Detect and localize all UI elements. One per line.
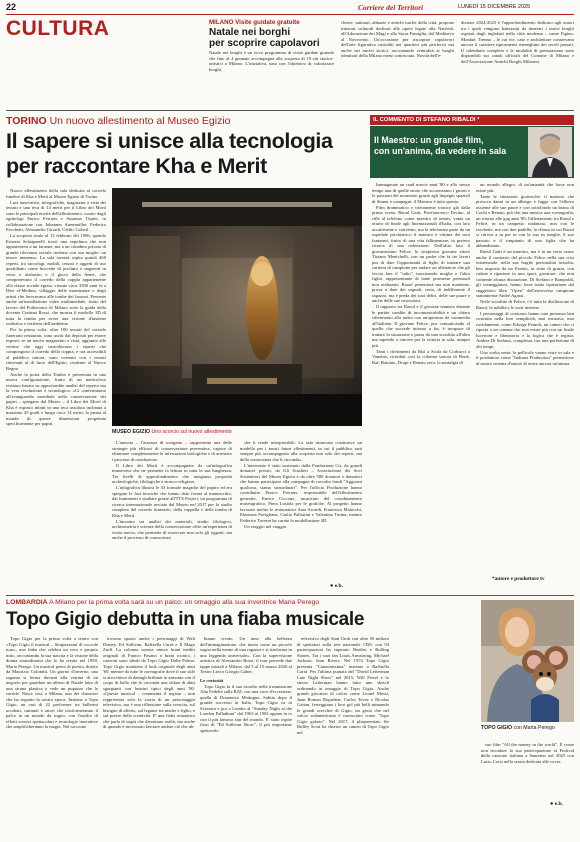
culture-kicker-city: MILANO: [209, 19, 234, 26]
comment-col2-p3: Raoul Gatti è un maestro, ma è in un certo senso anche il contrario del piccolo Felice nella sua crisi esistenziale, nella sua fragile personalità irrisolta, ben rasposta da un Favino, in stato di grazia, con cadute e riparture in uno sport, giostrare, che non consente alcuna distrazione. Di Stefano e Rampoldi, gli sceneggiatori, hanno forse tratto ispirazione dal suggestivo libro "Open" dell'estroverso campione statunitense André Agassi.: [476, 249, 574, 298]
second-headline: Topo Gigio debutta in una fiaba musicale: [6, 609, 365, 630]
culture-text-col1: Natale nei borghi è un ricco programma di visite guidate gratuite che fino al 4 gennaio accompagna alla scoperta di 19 siti storico-artistici a Milano. L'iniziativa, nata con l'obiettivo di valorizzare borghi,: [209, 50, 334, 72]
second-text-col1: [6, 636, 98, 836]
comment-title-box: [370, 126, 574, 178]
second-signature: ● e.b.: [550, 801, 563, 807]
author-portrait: [528, 127, 572, 177]
publication-name: Corriere dei Territori: [358, 3, 424, 12]
culture-headline-line2: per scoprire capolavori: [209, 38, 320, 49]
comment-col1-p1: Immaginate un road movie anni '80 e allo stesso tempo una di quelle storie che accarezzano i giorni e le passioni del momento grazie agli impegni spaziali di Sinner e compagni: il Maestro è tutto questo.: [372, 182, 470, 204]
culture-text-col3: dizione 2024-2025 è l'approfondimento dedicato agli autori tra i quali vengono battezzati da itinerari i nuovi borghi ospitati dagli inglobati nella città moderna – come Figino, Monluè, Trenno – le cui vie, case e architetture conservano ancora il carattere tipicamente meneghino dei secoli passati. Il calendario completo e le modalità di prenotazione sono disponibili sui canali ufficiali del Comune di Milano e dell'Associazione Antichi Borghi Milanesi.: [461, 20, 574, 64]
culture-kicker: [209, 19, 300, 26]
comment-header-text: IL COMMENTO DI STEFANO RIBALDI *: [373, 116, 480, 123]
issue-date: LUNEDÌ 15 DICEMBRE 2025: [458, 4, 531, 10]
main-signature: ● e.b.: [330, 583, 343, 589]
main-col2-p3: L'infografica illustra le 33 formule magiche del papiro ed era spiegato le fasi tecniche che hanno dato forma al manoscritto, dai frammenti e studiate grazie all'TTS Project, un programma di ricerca internazionale avviato dal Museo nel 2017 per lo studio completo del corredo funerario, della cappella e della tomba di Kha e Merit.: [112, 485, 232, 518]
culture-headline: [209, 27, 334, 49]
second-col3-p2: Topo Gigio fa il suo esordio nella trasmissione Alta Fedeltà sulla RAI, con una voce d'eccezione: quella di Domenico Modugno. Subito dopo il grande successo in Italia, Topo Gigio va in Svizzera e poi a Londra al "Sunday Night at the London Palladium" dal 1963 al 1981 appare in tv con il più famoso star del mondo. E' stato ospite fisso di "Ed Sullivan Show", il più importante spettacolo: [200, 683, 292, 733]
topo-gigio-caption-text: con Marta Perego: [513, 725, 555, 731]
topo-gigio-photo-art: [481, 600, 574, 722]
main-col3-p1: che li rende interpretabili. La sala rinnovata costituisce un modello per i nostri futuri allestimenti, in cui il pubblico sarà sempre più accompagnato alla scoperta non solo dei reperti, ma della conoscenza che li circonda».: [240, 440, 362, 462]
main-kicker: [6, 115, 231, 127]
main-headline-line2: per raccontare Kha e Merit: [6, 154, 267, 178]
main-col3-p3: Un viaggio nel viaggio.: [244, 523, 288, 529]
comment-text-col1: [372, 182, 470, 582]
topo-gigio-caption: [481, 725, 555, 731]
museum-photo-caption: [112, 429, 232, 435]
main-headline: [6, 129, 366, 179]
second-col3-p1: biamo creato. Un inno alla bellezza dell'immaginazione, che inizia come un piccolo sogno nella mente di una ragazza e si trasforma in una leggenda universale». Con la supervisione artistica di Alessandro Rossi, il tour prevede due tappe iniziali a Milano, dal 5 al 15 marzo 2026 al Teatro Lirico Giorgio Gaber.: [200, 636, 292, 674]
second-text-col5: [481, 742, 574, 802]
topo-gigio-caption-bold: TOPO GIGIO: [481, 725, 513, 731]
main-text-col1: [6, 188, 106, 590]
museum-photo: [112, 188, 362, 426]
main-kicker-city: TORINO: [6, 115, 47, 127]
second-text-col4: [297, 636, 389, 836]
main-col2-p1: L'anossia – l'assenza di ossigeno – rappresenta una delle strategie più efficaci di conservazione preventiva, capace di eliminare completamente le infestazioni biologiche e di arrestare i processi di ossidazione.: [112, 440, 232, 462]
museum-photo-art: [112, 188, 362, 426]
museum-photo-caption-text: Uno scorcio sul nuovo allestimento: [151, 429, 232, 435]
museum-photo-caption-bold: MUSEO EGIZIO: [112, 429, 151, 435]
culture-text-col2: chiese, santuari, abbazie e antichi nuclei della città, propone itinerari culturali dedicati alle opere legate alla Natività, all'Adorazione dei Magi e alla Sacra Famiglia, dal Medioevo al Novecento. Un'occasione per riscoprire capolavori dell'arte figurativa custoditi nei quartieri più periferici ma anche nei nuclei storici, raccontando centralità ai luoghi identitari della Milano meno conosciuta. Novità dell'e-: [341, 20, 454, 58]
second-col4-p1: televisivo degli Stati Uniti con oltre 50 milioni di spettatori sulla rete nazionale CBS: con 94 partecipazioni ha superato Beatles e Rolling Stones. Tra i suoi fan Louis Armstrong, Michael Jackson, Joan Rivers. Nel 1974 Topo Gigio presenta "Canzonissima" insieme a Raffaella Carrà. Per l'ultima puntata del "David Letterman Late Night Show" nel 2015, Will Ferrel e lo stesso Letterman hanno fatto uno sketch ordinando in omaggio di Topo Gigio. Anche grandi giocatori di calcio come Lionel Messi, Juan Roman Riquelme, Carlos Tevez e Nicolas Gaitan, festeggiano i loro gol più belli mimando le grandi orecchie di Gigio, un gesto che nel calcio sudamericano è conosciuto come "Topo Gigio golazo". Nel 2017, il plurpremiato Sir Ridley Scott ha chiesto un cameo di Topo Gigio nel: [297, 636, 389, 735]
main-col1-p1: Nuovo allestimento della sala dedicata al corredo funebre di Kha e Merit al Museo Egizio di Torino.: [6, 188, 106, 199]
second-col2-p1: trovano spazio anche i personaggi di Walt Disney, Ed Sullivan, Raffaella Carrà e Il Mago Zurlì. La colonna sonora unisce brani inediti originali di Franco Fasano a brani iconici, i canzoni sono ideali da Topo Gigio Dalla Palma: Topo Gigio mantiene il look originale degli anni '60, mentre da tutte le coreografie dove il suo stile si arricchisce di dettagli brillanti in armonia con il corpo di ballo che lo circonda una sfilata di abiti sgargianti con lustrini tipici degli anni '80. «Questo musical – commenta il regista – non rappresenta solo la storia di un personaggio televisivo, ma è una riflessione sulla crescita, sul bisogno di affetto, sul legame tra madre e figlio, e sul potere della creatività. E' una fiaba romantica che parla di sogni che diventano realtà, ma anche di quando è necessario lasciare andare ciò che ab-: [103, 636, 195, 729]
main-col1-p4: Per la prima volta, oltre 100 tessuti del corredo funerario restaurati, sono usciti dai depositi per essere esposti: se un nuovo magazzino a vista, aggiunto alle vetrine che oggi custodiscono i reperti che compongono il corredo della coppia, e ora accessibili al pubblico tuttora, sono coerenti con i tessuti rinvenuti al di fuori dell'Egitto, risalente al Nuovo Regno.: [6, 327, 106, 371]
section-title: CULTURA: [6, 17, 110, 40]
topo-gigio-photo: [481, 600, 574, 722]
culture-bottom-rule: [6, 110, 574, 111]
main-kicker-text: Un nuovo allestimento al Museo Egizio: [49, 115, 231, 127]
comment-col1-p4: Tanti i riferimenti da Risi a Scola da Corbucci a Vanzina, ricordati così la colonna sonora di Bertè, Raf, Battiato, Drupi e Renato zero, la nostalgia di: [372, 348, 470, 365]
comment-col1-p3: Il rapporto tra Raoul e il giovane tennista durante le partite condite di incomunicabilità e un chiaro riferimento alla satira con un'apertura da commedia all'italiana. Il giovane Felice, pur comunicando al quello che succede intorno a lui, è incapace di trattare la situazione e passa da una sconfitta all'altra ma sapendo a vincere per la vittoria in sala, sempre più.: [372, 304, 470, 348]
comment-col2-p1: un mondo allegro, di un'umanità che forse non esiste più.: [476, 182, 574, 193]
comment-col2-p5: I personaggi di contorno hanno una presenza ben costruita nella loro semplicità, mai invasiva, mai ruvidamente, come Edwige Fenech, un cameo che ci riporta a un cinema che non esiste più con un finale lucertose e liberatorio e la logica che è regista, Andrea Di Stefano, complessa con una perfezione di alti tempi.: [476, 310, 574, 349]
comment-title-line2: con un'anima, da vedere in sala: [374, 146, 507, 156]
main-col1-p2: Luci innovative, infografiche, magazzini a vista dei tessuti e una teca di 14 metri per il Libro dei Morti sono le principali novità dell'allestimento, curato dagli egittologi Enrico Ferraris e Susanne Töpfer, in collaborazione con Johannes Auenmüller, Federica Facchetti, Alessandro Girardi, Cédric Gobeil.: [6, 199, 106, 232]
comment-text-col2: [476, 182, 574, 574]
comment-col2-p2: Tante le situazioni grottesche: il maestro che provoca danni in un albergo e fugge con l'allievo assieme alle sue paure e con sottofondo un brano di Cochi e Renato, più che una musica una scenografia, un ritorno alle gag anni '80; l'allenamento tra Raoul e Felice, in un campetto riadattato, non con le racchette, ma con due padelle; la chiusa in cui Raoul si ritrova a tu per tu con la sua ex moglie, il suo passato e il rimpianto di una figlia che ha abbandonato.: [476, 193, 574, 248]
comment-header: [370, 115, 574, 125]
comment-signature: *autore e produttore tv: [492, 576, 545, 582]
second-text-col3: [200, 636, 292, 836]
comment-title-line1: Il Maestro: un grande film,: [374, 135, 484, 145]
second-kicker: [6, 599, 486, 606]
second-text-col2: [103, 636, 195, 836]
middle-rule: [6, 595, 574, 596]
second-kicker-city: LOMBARDIA: [6, 599, 48, 606]
page-number: 22: [6, 2, 17, 12]
main-col3-p2: L'intervento è stato sostenuto dalla Fondazione Crt, da grandi donatori privati, da Gli Scudieri – Associazione dei Soci Sostenitori del Museo Egizio e da oltre 500 donatori e donatrici che hanno partecipato alla campagna di raccolta fondi "Aggiorni qualcosa, siamo straordinari". Per l'ufficio Produzione hanno contribuito Enrico Ferraris, responsabile dell'allestimento generale, Enrico Ciccone, incaricato del coordinamento museografico, Piera Lusiola per le grafiche. Al progetto hanno lavorato inoltre le restauratrici Sara Aicardi, Francesca Maiocchi, Eleonora Pavigliana, Giulia Pallottini e Valentina Turina, mentre Federico Taverni ha curato la modellazione 3D.: [240, 462, 362, 523]
second-kicker-text: A Milano per la prima volta sarà su un palco: un omaggio alla sua inventrice Maria Perego: [49, 599, 320, 606]
main-col2-p2: Il Libro dei Morti è accompagnato da un'infografica immersiva che ne permette la lettura in tutta la sua lunghezza. Tre livelli di approfondimento che integrano proprietà archeologiche, filologiche e storico-religiose.: [112, 462, 232, 484]
comment-col2-p6: Una scelta netta: le pellicole vanno viste in sala e il produttore come "Indiana Production" permettono al nostro cinema d'autore di avere ancora un'anima.: [476, 349, 574, 366]
main-text-col2: [112, 440, 232, 590]
second-col1-p1: Topo Gigio per la prima volta a teatro con «Topo Gigio il musical – Strapazzami di coccole tour», una fiaba che celebra un vero e proprio mito, raccontando la sua nascita e la visione della donna straordinaria che lo ha creato nel 1959, Maria Perego. Un musical pieno di poesia, diretto da Maurizio Colombi. Un giorno d'inverno, una ragazza si ferma davanti alla vetrina di un negozio per guardare un albero di Natale fatto di una strana plastica e vede un pupazzo che le sorride. Nasce così, a Milano, uno dei character che ha segnato la nostra epoca. Insieme a Topo Gigio, un cast di 22 performer tra ballerini acrobati, cantanti e attori che trasformeranno il palco in un mondo da sogno, con l'ausilio di effetti scenici spettacolari e tecnologie interattive che amplificheranno la magia. Nel racconto: [6, 636, 98, 729]
comment-col2-p4: Nelle sconfitte di Felice, c'è tutta la disillusione di Raoul, la nobiltà e le sorti insieme.: [476, 299, 574, 310]
header-rule: [6, 14, 574, 15]
culture-headline-line1: Natale nei borghi: [209, 27, 291, 38]
culture-kicker-text: Visite guidate gratuite: [235, 19, 300, 26]
main-col1-p5: Anche la porta della Tomba è presentata in una nuova configurazione, frutto di un meticoloso restauro basato su approfondite analisi del reperto ma la vera rivoluzione è tecnologica: «Ci confermiamo all'avanguardia mondiale nella conservazione dei papiri – spiegano dal Museo – il Libro dei Morti di Kha è esposto infatti in una teca assoluta inclinata a massimo 45 gradi e lunga circa 14 metri, la prima al mondo di queste dimensioni progettata specificamente per papiri.: [6, 371, 106, 426]
main-headline-line1: Il sapere si unisce alla tecnologia: [6, 129, 333, 153]
comment-col1-p2: Film drammatico e trietamente ironico già dalla prima scena, Raoul Gatti, Pierfrancesco Favino, al rifle al telefono come maestro di tennis, vanta un ottavo di finale agli Internazionali d'Italia, con loro accattivante e convento, ma la telefonata parte da un ospedale psichiatrico il maestro è vittima dei suoi fantasmi, frutto di una vita fallimentare, in preteso ricerca di una redenzione. Dall'altro lato il giovanissimo Felice, lo strepitoso giovane attore Tiziano Menichelli, con un padre che fa tre lavori pur di dare l'opportunità al figlio di iniziare una carriera di campione per andare un allenatore che gli faccia fare il "salto", trascinando moglie e l'altra figlia, rappresentante di tante promesse personali non realizzate. Raoul presenterà ma non mantiene, prova a dare dei segnali, certa, di indifferente il ragazzo, ma è preda dei suoi deliri, delle sue paure e anche delle sue ossessioni.: [372, 204, 470, 303]
main-col2-p4: L'incontro tra analisi dei materiali, studio filologico, archeometria e scienze della conservazione offre un'esperienza di visita nuova, che permette di osservare non solo gli oggetti, ma anche il processo di conoscenza: [112, 518, 232, 540]
second-col3-subhead: Le curiosità: [200, 677, 224, 683]
second-col5-p1: suo film "All the money in the world", È come non ricordare la sua partecipazione al Festival della canzone italiana a Sanremo nel 2025 con Lucio Corsi nella serata dedicata alle cover.: [481, 742, 574, 764]
main-col1-p3: La scoperta risale al 15 febbraio del 1906, quando Ernesto Schiaparelli trovò una sepoltura che non apparteneva a un faraone, ma a un cittadino privato di grande rilevanza sociale insieme con sua moglie: un tesoro immenso. La sala tornerà ospita quindi 460 reperti, tra sarcofagi, mobili, tessuti e oggetti di uso quotidiano come boccette di profumi e unguenti in vetro e alabastro e il gioco della Senet, che componevano il corredo della coppia appartenente alla classe sociale egizia, vissuta circa 3500 anni fa a Deir el-Medina, villaggio delle maestranze e degli artisti che lavoravano alle tombe dei faraoni. Presente anche un'installazione video multimediale, frutto del lavoro del Politecnico di Milano sotto la guida della docente Corinna Rossi, che mostra il modello 3D di tutta la tomba per avere una visione d'insieme realistica e veritiera dell'ambiente.: [6, 233, 106, 326]
main-text-col3: [240, 440, 362, 582]
comment-title: [374, 135, 524, 157]
